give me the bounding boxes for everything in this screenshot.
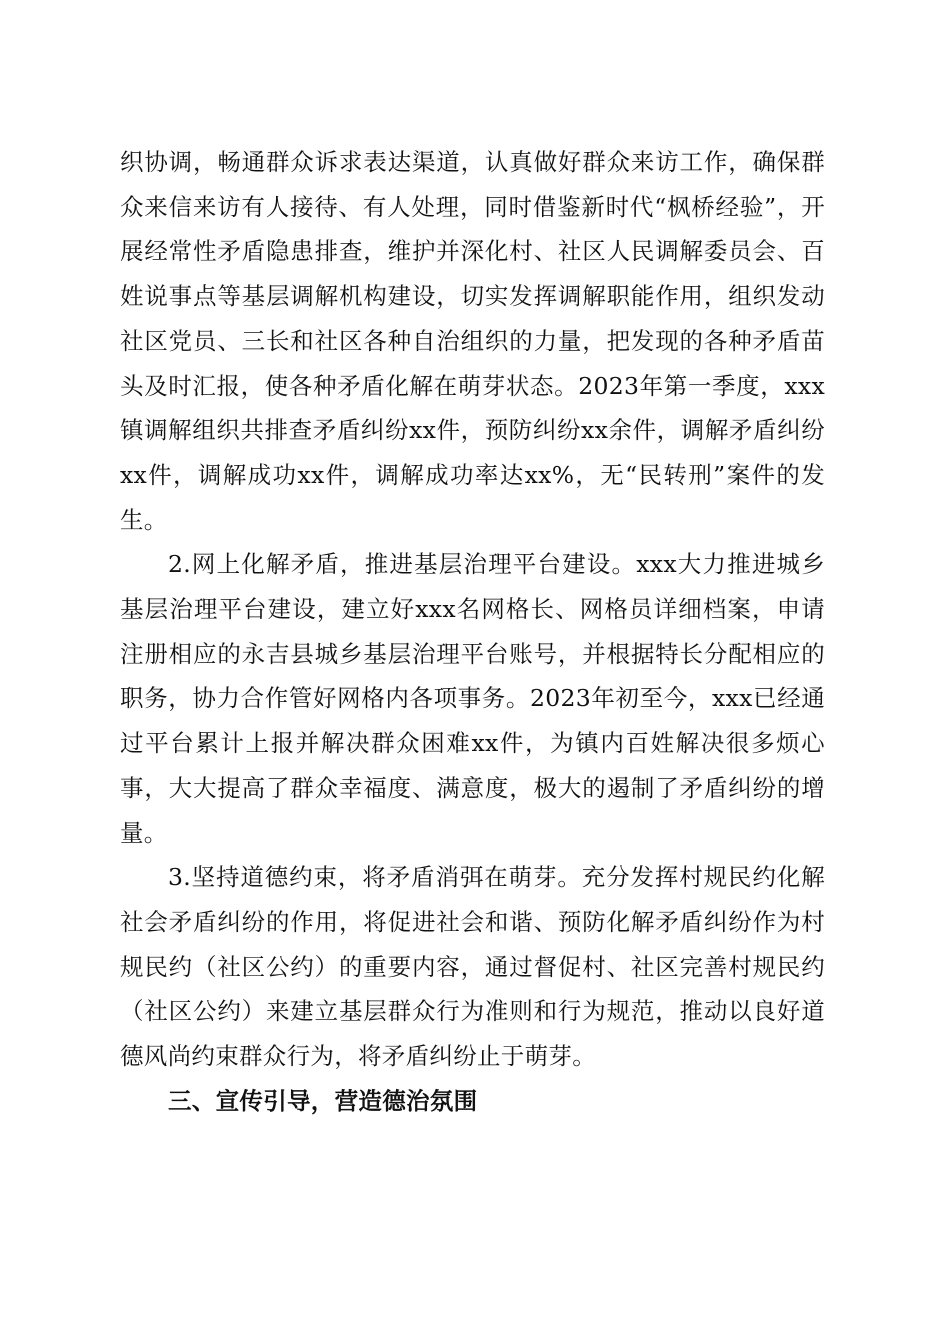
paragraph-item-2: 2.网上化解矛盾，推进基层治理平台建设。xxx大力推进城乡基层治理平台建设，建立好xxx名网格长、网格员详细档案，申请注册相应的永吉县城乡基层治理平台账号，并根据特长分配相应的职务，协力合作管好网格内各项事务。2023年初至今，xxx已经通过平台累计上报并解决群众困难xx件，为镇内百姓解决很多烦心事，大大提高了群众幸福度、满意度，极大的遏制了矛盾纠纷的增量。 — [120, 550, 825, 847]
paragraph-item-3: 3.坚持道德约束，将矛盾消弭在萌芽。充分发挥村规民约化解社会矛盾纠纷的作用，将促进社会和谐、预防化解矛盾纠纷作为村规民约（社区公约）的重要内容，通过督促村、社区完善村规民约（社区公约）来建立基层群众行为准则和行为规范，推动以良好道德风尚约束群众行为，将矛盾纠纷止于萌芽。 — [120, 863, 825, 1071]
section-heading: 三、宣传引导，营造德治氛围 — [168, 1086, 478, 1115]
document-body — [120, 140, 825, 1123]
paragraph-continuation: 织协调，畅通群众诉求表达渠道，认真做好群众来访工作，确保群众来信来访有人接待、有人处理，同时借鉴新时代“枫桥经验”，开展经常性矛盾隐患排查，维护并深化村、社区人民调解委员会、百姓说事点等基层调解机构建设，切实发挥调解职能作用，组织发动社区党员、三长和社区各种自治组织的力量，把发现的各种矛盾苗头及时汇报，使各种矛盾化解在萌芽状态。2023年第一季度，xxx镇调解组织共排查矛盾纠纷xx件，预防纠纷xx余件，调解矛盾纠纷xx件，调解成功xx件，调解成功率达xx%，无“民转刑”案件的发生。 — [120, 148, 825, 534]
